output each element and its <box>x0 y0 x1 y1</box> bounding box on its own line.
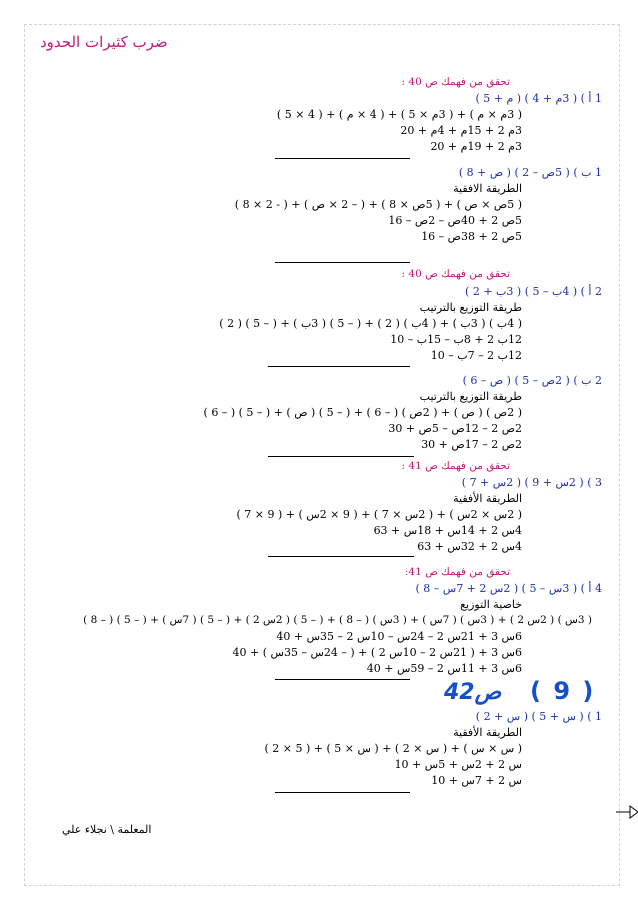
method-label: الطريقة الأفقية <box>453 726 522 739</box>
page-frame <box>24 24 620 886</box>
work-line: ( س × س ) + ( س × 2 ) + ( س × 5 ) + ( 5 × 2 ) <box>264 742 522 755</box>
work-line: 12ب 2 – 7ب – 10 <box>430 349 522 362</box>
work-line: 6س 3 + 11س 2 – 59س + 40 <box>366 662 522 675</box>
work-line: 6س 3 + ( 21س 2 – 10س 2 ) + ( – 24س – 35س ) + 40 <box>232 646 522 659</box>
work-line: ( 5ص × ص ) + ( 5ص × 8 ) + ( – 2 × ص ) + ( - 2 × 8 ) <box>234 198 522 211</box>
method-label: طريقة التوزيع بالترتيب <box>419 301 522 314</box>
problem-label: 4 أ ) ( 3س – 5 ) ( 2س 2 + 7س – 8 ) <box>415 582 602 595</box>
work-line: 5ص 2 + 38ص – 16 <box>421 230 522 243</box>
work-line: 6س 3 + 21س 2 – 24س – 10س 2 – 35س + 40 <box>276 630 522 643</box>
work-line: 3م 2 + 19م + 20 <box>430 140 522 153</box>
work-line: 3م 2 + 15م + 4م + 20 <box>400 124 522 137</box>
separator-line <box>268 456 414 457</box>
page-title: ضرب كثيرات الحدود <box>40 33 168 51</box>
check-heading: تحقق من فهمك ص 40 : <box>401 268 510 280</box>
arrow-right-icon <box>616 804 638 820</box>
teacher-signature: المعلمة \ نجلاء علي <box>62 823 152 836</box>
separator-line <box>268 366 410 367</box>
work-line: 4س 2 + 32س + 63 <box>417 540 522 553</box>
problem-label: 2 أ ) ( 4ب – 5 ) ( 3ب + 2 ) <box>465 285 602 298</box>
problem-label: 1 ) ( س + 5 ) ( س + 2 ) <box>475 710 602 723</box>
work-line: س 2 + 2س + 5س + 10 <box>394 758 522 771</box>
exercise-number-banner: ( 9 ) <box>530 677 596 705</box>
method-label: الطريقة الأفقية <box>453 492 522 505</box>
problem-label: 3 ) ( 2س + 9 ) ( 2س + 7 ) <box>461 476 602 489</box>
check-heading: تحقق من فهمك ص 41: <box>404 566 510 578</box>
page-number-banner: ص42 <box>444 680 502 705</box>
work-line: ( 4ب ) ( 3ب ) + ( 4ب ) ( 2 ) + ( – 5 ) ( 3ب ) + ( – 5 ) ( 2 ) <box>219 317 522 330</box>
work-line: س 2 + 7س + 10 <box>431 774 522 787</box>
problem-label: 1 أ ) ( 3م + 4 ) ( م + 5 ) <box>475 92 602 105</box>
work-line: ( 3س ) ( 2س 2 ) + ( 3س ) ( 7س ) + ( 3س ) ( – 8 ) + ( – 5 ) ( 2س 2 ) + ( – 5 ) ( 7س ) + ( – 5 ) ( – 8 ) <box>83 614 592 626</box>
work-line: 2ص 2 – 17ص + 30 <box>421 438 522 451</box>
separator-line <box>275 679 410 680</box>
work-line: ( 2س × 2س ) + ( 2س × 7 ) + ( 9 × 2س ) + ( 9 × 7 ) <box>236 508 522 521</box>
work-line: ( 2ص ) ( ص ) + ( 2ص ) ( – 6 ) + ( – 5 ) ( ص ) + ( – 5 ) ( – 6 ) <box>203 406 522 419</box>
check-heading: تحقق من فهمك ص 41 : <box>401 460 510 472</box>
method-label: الطريقة الافقية <box>453 182 522 195</box>
separator-line <box>275 158 410 159</box>
problem-label: 1 ب ) ( 5ص – 2 ) ( ص + 8 ) <box>458 166 602 179</box>
separator-line <box>275 792 410 793</box>
check-heading: تحقق من فهمك ص 40 : <box>401 76 510 88</box>
work-line: 2ص 2 – 12ص – 5ص + 30 <box>388 422 522 435</box>
problem-label: 2 ب ) ( 2ص – 5 ) ( ص – 6 ) <box>462 374 602 387</box>
work-line: ( 3م × م ) + ( 3م × 5 ) + ( 4 × م ) + ( 4 × 5 ) <box>276 108 522 121</box>
separator-line <box>275 262 410 263</box>
separator-line <box>268 556 414 557</box>
work-line: 4س 2 + 14س + 18س + 63 <box>373 524 522 537</box>
work-line: 5ص 2 + 40ص – 2ص – 16 <box>388 214 522 227</box>
method-label: طريقة التوزيع بالترتيب <box>419 390 522 403</box>
method-label: خاصية التوزيع <box>460 598 522 611</box>
work-line: 12ب 2 + 8ب – 15ب – 10 <box>390 333 522 346</box>
